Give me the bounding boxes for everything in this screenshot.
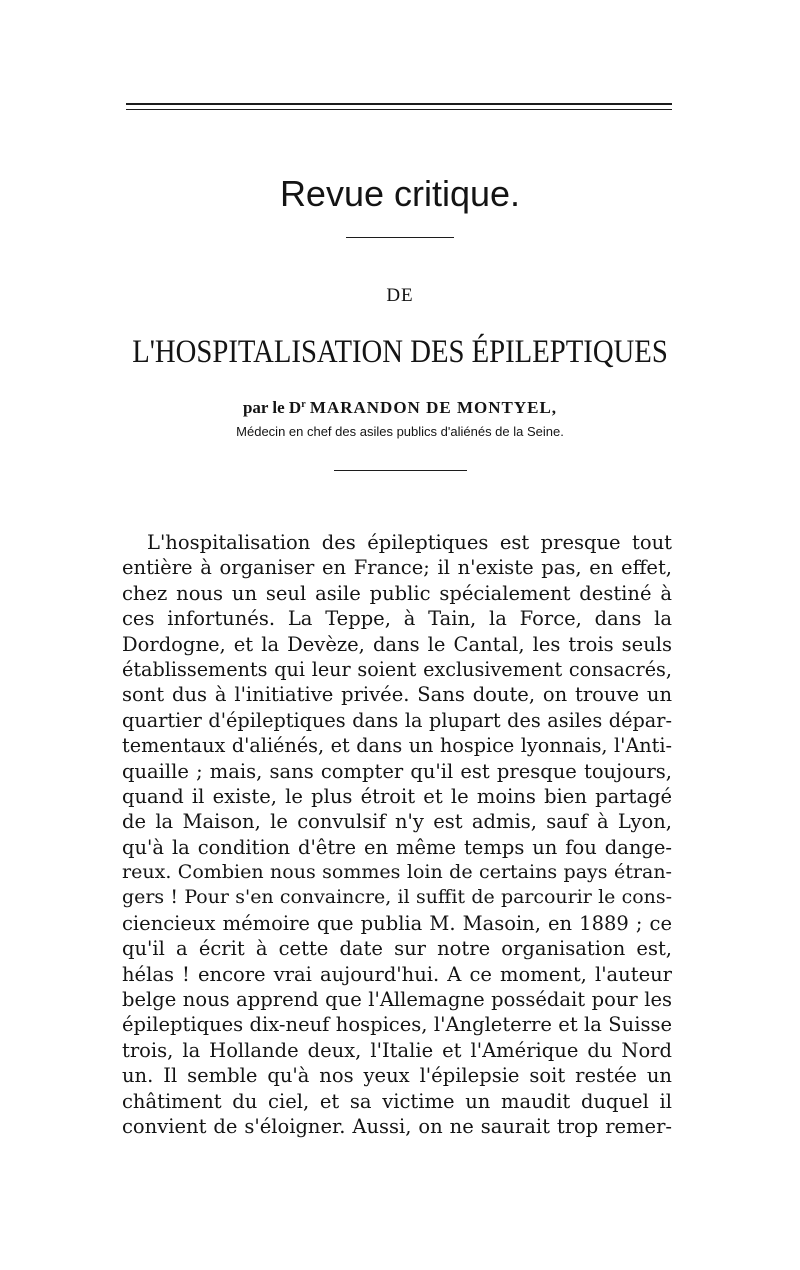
text-line: tementaux d'aliénés, et dans un hospice lyonnais, l'Anti- bbox=[122, 734, 672, 758]
text-line: quartier d'épileptiques dans la plupart des asiles dépar- bbox=[122, 708, 672, 732]
text-line: établissements qui leur soient exclusivement consacrés, bbox=[122, 657, 672, 681]
byline-prefix: par le D bbox=[242, 398, 302, 417]
text-line: quand il existe, le plus étroit et le moins bien partagé bbox=[122, 784, 672, 808]
article-title: L'HOSPITALISATION DES ÉPILEPTIQUES bbox=[132, 334, 668, 370]
text-line: qu'à la condition d'être en même temps un fou dange- bbox=[122, 835, 672, 859]
text-line: reux. Combien nous sommes loin de certains pays étran- bbox=[122, 861, 672, 884]
title-preposition: DE bbox=[386, 285, 414, 306]
byline bbox=[0, 394, 800, 419]
text-line: belge nous apprend que l'Allemagne possédait pour les bbox=[122, 988, 672, 1012]
text-line: qu'il a écrit à cette date sur notre organisation est, bbox=[122, 937, 672, 961]
section-title: Revue critique. bbox=[279, 173, 521, 214]
text-line: un. Il semble qu'à nos yeux l'épilepsie soit restée un bbox=[122, 1064, 672, 1088]
byline-sup: r bbox=[301, 399, 306, 410]
text-line: gers ! Pour s'en convaincre, il suffit de parcourir le cons- bbox=[122, 886, 672, 909]
text-line: entière à organiser en France; il n'existe pas, en effet, bbox=[122, 556, 672, 580]
body-paragraph bbox=[122, 530, 672, 1139]
text-line: de la Maison, le convulsif n'y est admis, sauf à Lyon, bbox=[122, 810, 672, 834]
top-double-rule-lower bbox=[126, 109, 672, 110]
text-line: hélas ! encore vrai aujourd'hui. A ce moment, l'auteur bbox=[122, 962, 672, 986]
text-line: ces infortunés. La Teppe, à Tain, la Force, dans la bbox=[122, 607, 672, 631]
separator-rule-lower bbox=[334, 470, 467, 471]
text-line: Dordogne, et la Devèze, dans le Cantal, les trois seuls bbox=[122, 632, 672, 656]
text-line: épileptiques dix-neuf hospices, l'Angleterre et la Suisse bbox=[122, 1013, 672, 1037]
text-line: châtiment du ciel, et sa victime un maudit duquel il bbox=[122, 1089, 672, 1113]
text-line: quaille ; mais, sans compter qu'il est presque toujours, bbox=[122, 759, 672, 783]
text-line: sont dus à l'initiative privée. Sans doute, on trouve un bbox=[122, 683, 672, 707]
author-name: MARANDON DE MONTYEL, bbox=[309, 398, 558, 417]
text-line: convient de s'éloigner. Aussi, on ne saurait trop remer- bbox=[122, 1114, 672, 1138]
text-line: chez nous un seul asile public spécialement destiné à bbox=[122, 581, 672, 605]
text-line: ciencieux mémoire que publia M. Masoin, en 1889 ; ce bbox=[122, 911, 672, 935]
top-double-rule-upper bbox=[126, 103, 672, 105]
text-line: trois, la Hollande deux, l'Italie et l'Amérique du Nord bbox=[122, 1038, 672, 1062]
separator-rule-upper bbox=[346, 237, 454, 238]
text-line: L'hospitalisation des épileptiques est presque tout bbox=[147, 531, 672, 554]
author-affiliation: Médecin en chef des asiles publics d'aliénés de la Seine. bbox=[236, 424, 564, 439]
